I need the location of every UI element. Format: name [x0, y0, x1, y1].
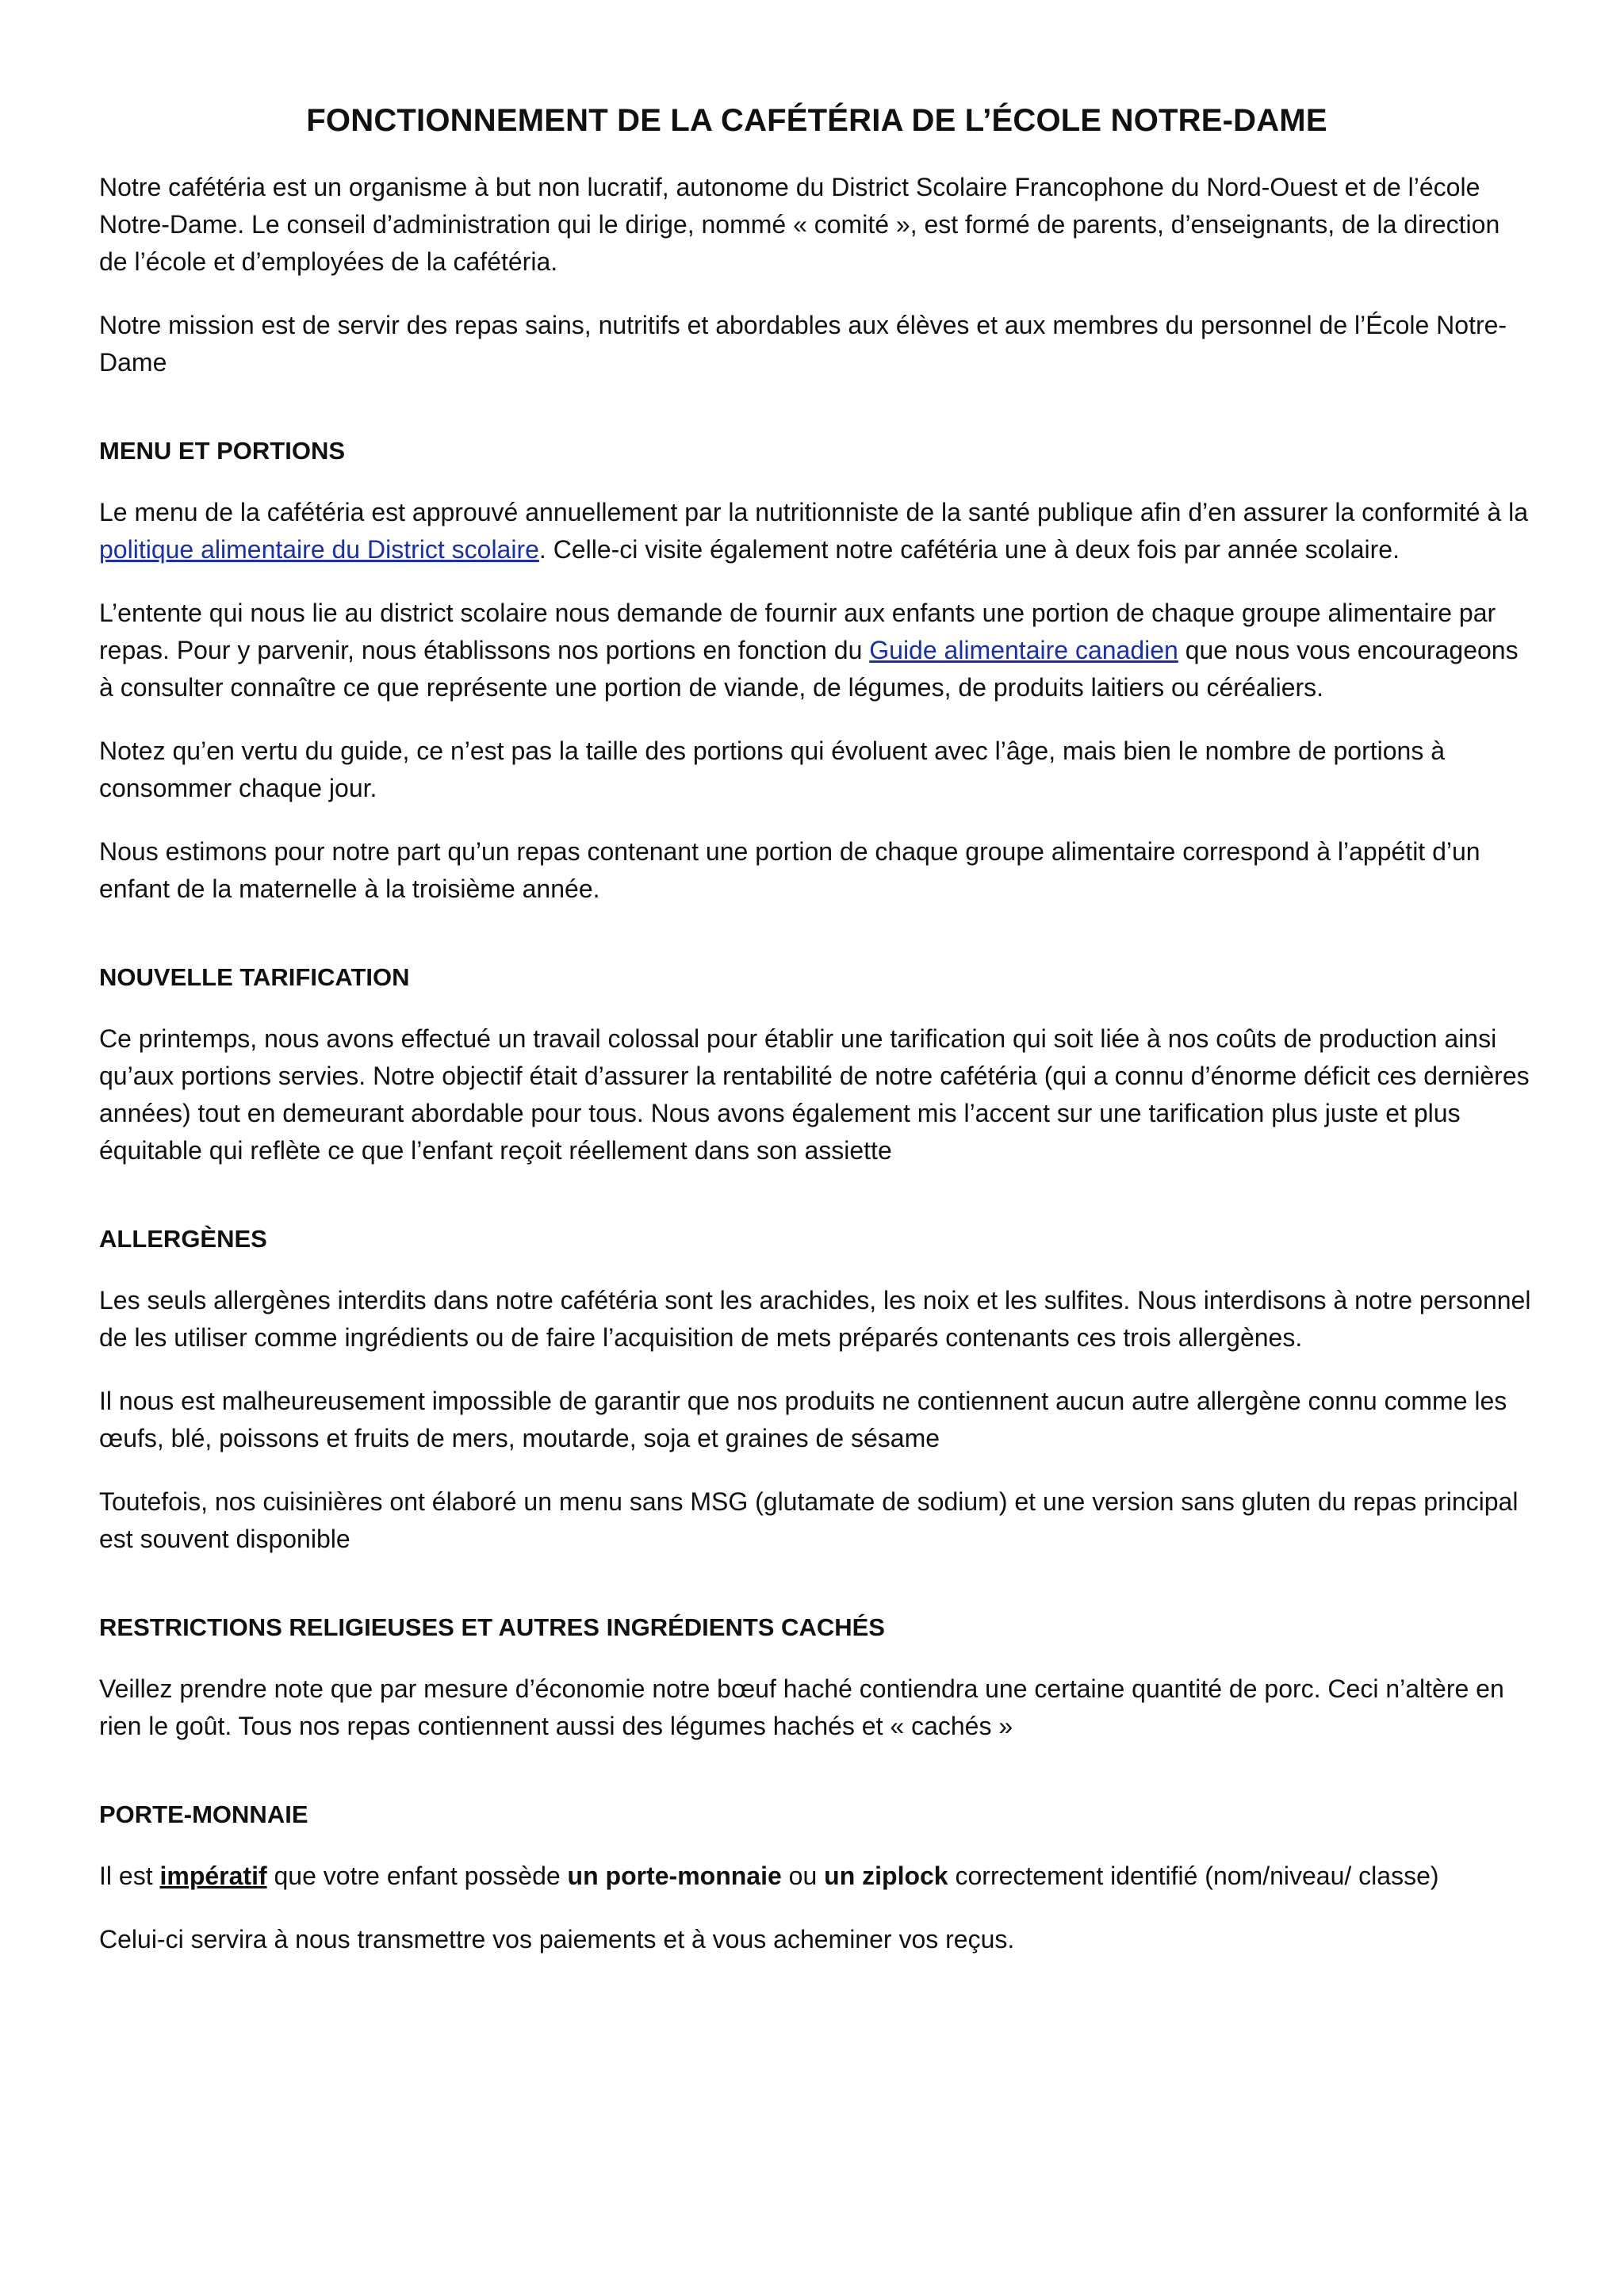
- allergenes-paragraph-3: Toutefois, nos cuisinières ont élaboré un menu sans MSG (glutamate de sodium) et une version sans gluten du repas principal est souvent disponible: [99, 1487, 1519, 1553]
- menu-p2-text-b: que nous vous encourageons à consulter connaître ce que représente une portion de viande, de légumes, de produits laitiers ou céréaliers.: [99, 636, 1519, 702]
- heading-restrictions: RESTRICTIONS RELIGIEUSES ET AUTRES INGRÉDIENTS CACHÉS: [99, 1613, 885, 1641]
- pm-text-d: correctement identifié (nom/niveau/ classe): [948, 1862, 1439, 1890]
- guide-alimentaire-link[interactable]: Guide alimentaire canadien: [869, 636, 1178, 664]
- ziplock-emphasis: un ziplock: [824, 1862, 948, 1890]
- porte-monnaie-paragraph-1: [99, 1858, 1534, 1895]
- menu-p1-text-a: Le menu de la cafétéria est approuvé annuellement par la nutritionniste de la santé publique afin d’en assurer la conformité à la: [99, 498, 1529, 526]
- menu-p2-text-a: L’entente qui nous lie au district scolaire nous demande de fournir aux enfants une portion de chaque groupe alimentaire par repas. Pour y parvenir, nous établissons nos portions en fonction du: [99, 599, 1496, 664]
- tarification-paragraph-1: Ce printemps, nous avons effectué un travail colossal pour établir une tarification qui soit liée à nos coûts de production ainsi qu’aux portions servies. Notre objectif était d’assurer la rentabilité de notre cafétéria (qui a connu d’énorme déficit ces dernières années) tout en demeurant abordable pour tous. Nous avons également mis l’accent sur une tarification plus juste et plus équitable qui reflète ce que l’enfant reçoit réellement dans son assiette: [99, 1024, 1530, 1165]
- intro-paragraph-1: Notre cafétéria est un organisme à but non lucratif, autonome du District Scolaire Francophone du Nord-Ouest et de l’école Notre-Dame. Le conseil d’administration qui le dirige, nommé « comité », est formé de parents, d’enseignants, de la direction de l’école et d’employées de la cafétéria.: [99, 173, 1500, 276]
- imperatif-emphasis: impératif: [159, 1862, 267, 1890]
- menu-paragraph-1: [99, 494, 1534, 568]
- intro-paragraph-2: Notre mission est de servir des repas sains, nutritifs et abordables aux élèves et aux membres du personnel de l’École Notre-Dame: [99, 311, 1507, 377]
- heading-porte-monnaie: PORTE-MONNAIE: [99, 1800, 308, 1828]
- porte-monnaie-emphasis: un porte-monnaie: [567, 1862, 782, 1890]
- menu-paragraph-2: [99, 595, 1534, 706]
- page-title: FONCTIONNEMENT DE LA CAFÉTÉRIA DE L’ÉCOLE NOTRE-DAME: [306, 103, 1327, 138]
- politique-alimentaire-link[interactable]: politique alimentaire du District scolaire: [99, 535, 539, 564]
- pm-text-c: ou: [781, 1862, 825, 1890]
- porte-monnaie-paragraph-2: Celui-ci servira à nous transmettre vos paiements et à vous acheminer vos reçus.: [99, 1925, 1015, 1954]
- heading-allergenes: ALLERGÈNES: [99, 1225, 267, 1253]
- menu-paragraph-4: Nous estimons pour notre part qu’un repas contenant une portion de chaque groupe alimentaire correspond à l’appétit d’un enfant de la maternelle à la troisième année.: [99, 837, 1480, 903]
- menu-p1-text-b: . Celle-ci visite également notre cafétéria une à deux fois par année scolaire.: [538, 535, 1400, 564]
- heading-nouvelle-tarification: NOUVELLE TARIFICATION: [99, 963, 410, 991]
- allergenes-paragraph-2: Il nous est malheureusement impossible de garantir que nos produits ne contiennent aucun autre allergène connu comme les œufs, blé, poissons et fruits de mers, moutarde, soja et graines de sésame: [99, 1387, 1507, 1452]
- menu-paragraph-3: Notez qu’en vertu du guide, ce n’est pas la taille des portions qui évoluent avec l’âge, mais bien le nombre de portions à consommer chaque jour.: [99, 737, 1446, 802]
- allergenes-paragraph-1: Les seuls allergènes interdits dans notre cafétéria sont les arachides, les noix et les sulfites. Nous interdisons à notre personnel de les utiliser comme ingrédients ou de faire l’acquisition de mets préparés contenants ces trois allergènes.: [99, 1286, 1531, 1352]
- document-page: [99, 89, 1534, 1984]
- pm-text-b: que votre enfant possède: [266, 1862, 568, 1890]
- restrictions-paragraph-1: Veillez prendre note que par mesure d’économie notre bœuf haché contiendra une certaine quantité de porc. Ceci n’altère en rien le goût. Tous nos repas contiennent aussi des légumes hachés et « cachés »: [99, 1674, 1504, 1740]
- pm-text-a: Il est: [99, 1862, 160, 1890]
- heading-menu-portions: MENU ET PORTIONS: [99, 437, 346, 465]
